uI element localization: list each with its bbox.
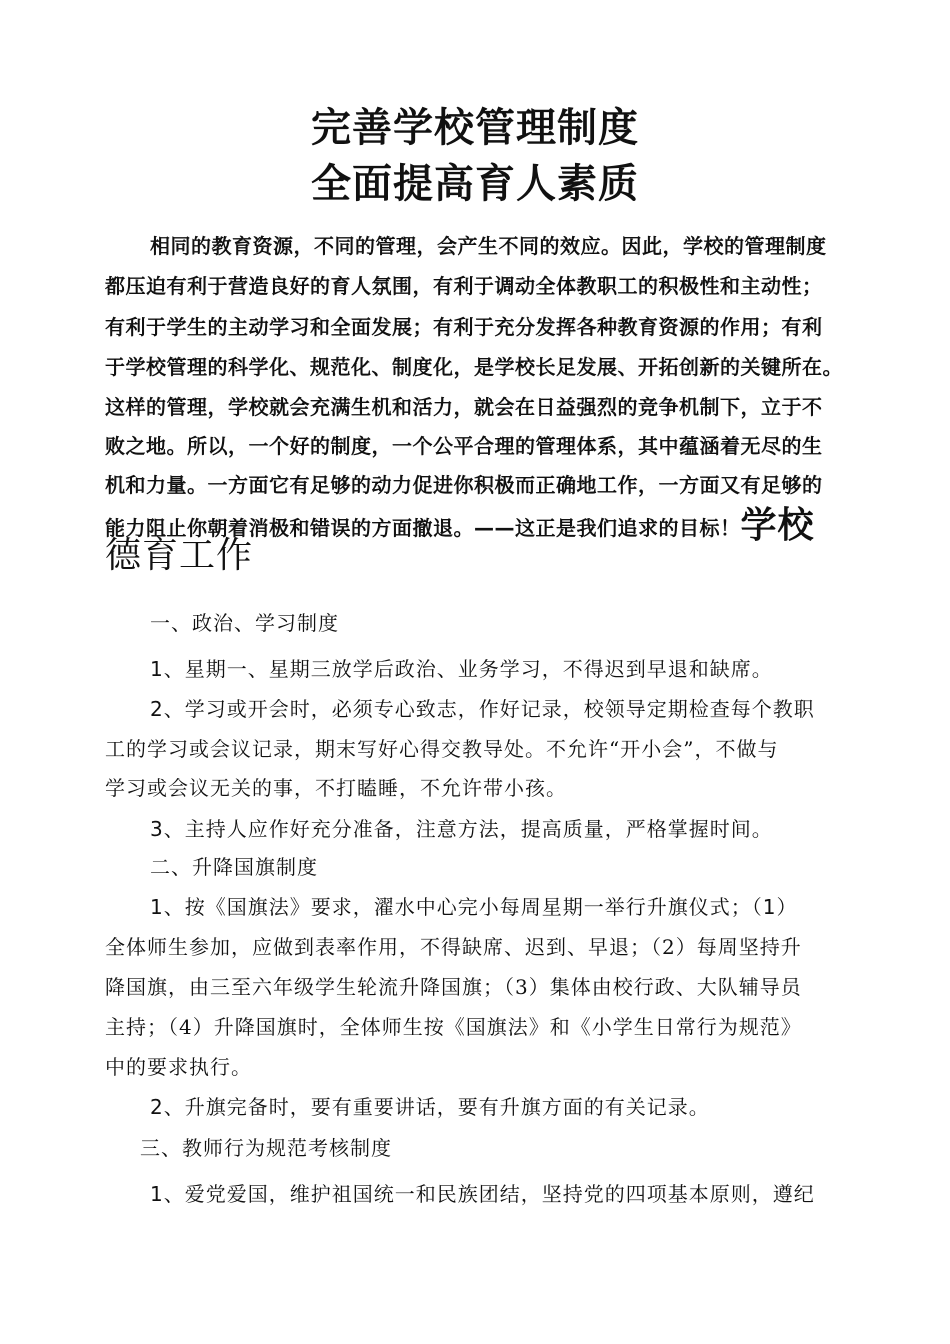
intro-line: 败之地。所以，一个好的制度，一个公平合理的管理体系，其中蕴涵着无尽的生 (105, 434, 823, 458)
section-1-item-3: 3、主持人应作好充分准备，注意方法，提高质量，严格掌握时间。 (150, 817, 773, 841)
paragraph-line: 工的学习或会议记录，期末写好心得交教导处。不允许“开小会”，不做与 (105, 737, 779, 761)
section-2-title: 二、升降国旗制度 (150, 855, 318, 879)
section-3-title: 三、教师行为规范考核制度 (140, 1136, 392, 1160)
paragraph-line: 主持；（4）升降国旗时，全体师生按《国旗法》和《小学生日常行为规范》 (105, 1015, 802, 1039)
intro-tail: 学校 (740, 504, 815, 546)
paragraph-line: 2、学习或开会时，必须专心致志，作好记录，校领导定期检查每个教职 (150, 697, 815, 721)
intro-line: 于学校管理的科学化、规范化、制度化，是学校长足发展、开拓创新的关键所在。 (105, 355, 843, 379)
section-1-item-1: 1、星期一、星期三放学后政治、业务学习，不得迟到早退和缺席。 (150, 657, 773, 681)
paragraph-line: 学习或会议无关的事，不打瞌睡，不允许带小孩。 (105, 776, 567, 800)
document-title-line1: 完善学校管理制度 (311, 105, 639, 151)
section-2-item-2: 2、升旗完备时，要有重要讲话，要有升旗方面的有关记录。 (150, 1095, 710, 1119)
paragraph-line: 中的要求执行。 (105, 1055, 252, 1079)
section-heading: 德育工作 (105, 535, 254, 576)
intro-line: 有利于学生的主动学习和全面发展；有利于充分发挥各种教育资源的作用；有利 (105, 315, 823, 339)
intro-line: 相同的教育资源，不同的管理，会产生不同的效应。因此，学校的管理制度 (150, 234, 827, 258)
intro-line: 机和力量。一方面它有足够的动力促进你积极而正确地工作，一方面又有足够的 (105, 473, 823, 497)
section-3-item-1: 1、爱党爱国，维护祖国统一和民族团结，坚持党的四项基本原则，遵纪 (150, 1182, 815, 1206)
document-title-line2: 全面提高育人素质 (311, 161, 639, 207)
intro-line: 都压迫有利于营造良好的育人氛围，有利于调动全体教职工的积极性和主动性； (105, 274, 823, 298)
paragraph-line: 降国旗，由三至六年级学生轮流升降国旗；（3）集体由校行政、大队辅导员 (105, 975, 802, 999)
paragraph-line: 1、按《国旗法》要求，濯水中心完小每周星期一举行升旗仪式；（1） (150, 895, 798, 919)
paragraph-line: 全体师生参加，应做到表率作用，不得缺席、迟到、早退；（2）每周坚持升 (105, 935, 802, 959)
intro-last-text: 能力阻止你朝着消极和错误的方面撤退。——这正是我们追求的目标！ (105, 516, 741, 540)
section-1-title: 一、政治、学习制度 (150, 611, 339, 635)
intro-line: 这样的管理，学校就会充满生机和活力，就会在日益强烈的竞争机制下，立于不 (105, 395, 823, 419)
